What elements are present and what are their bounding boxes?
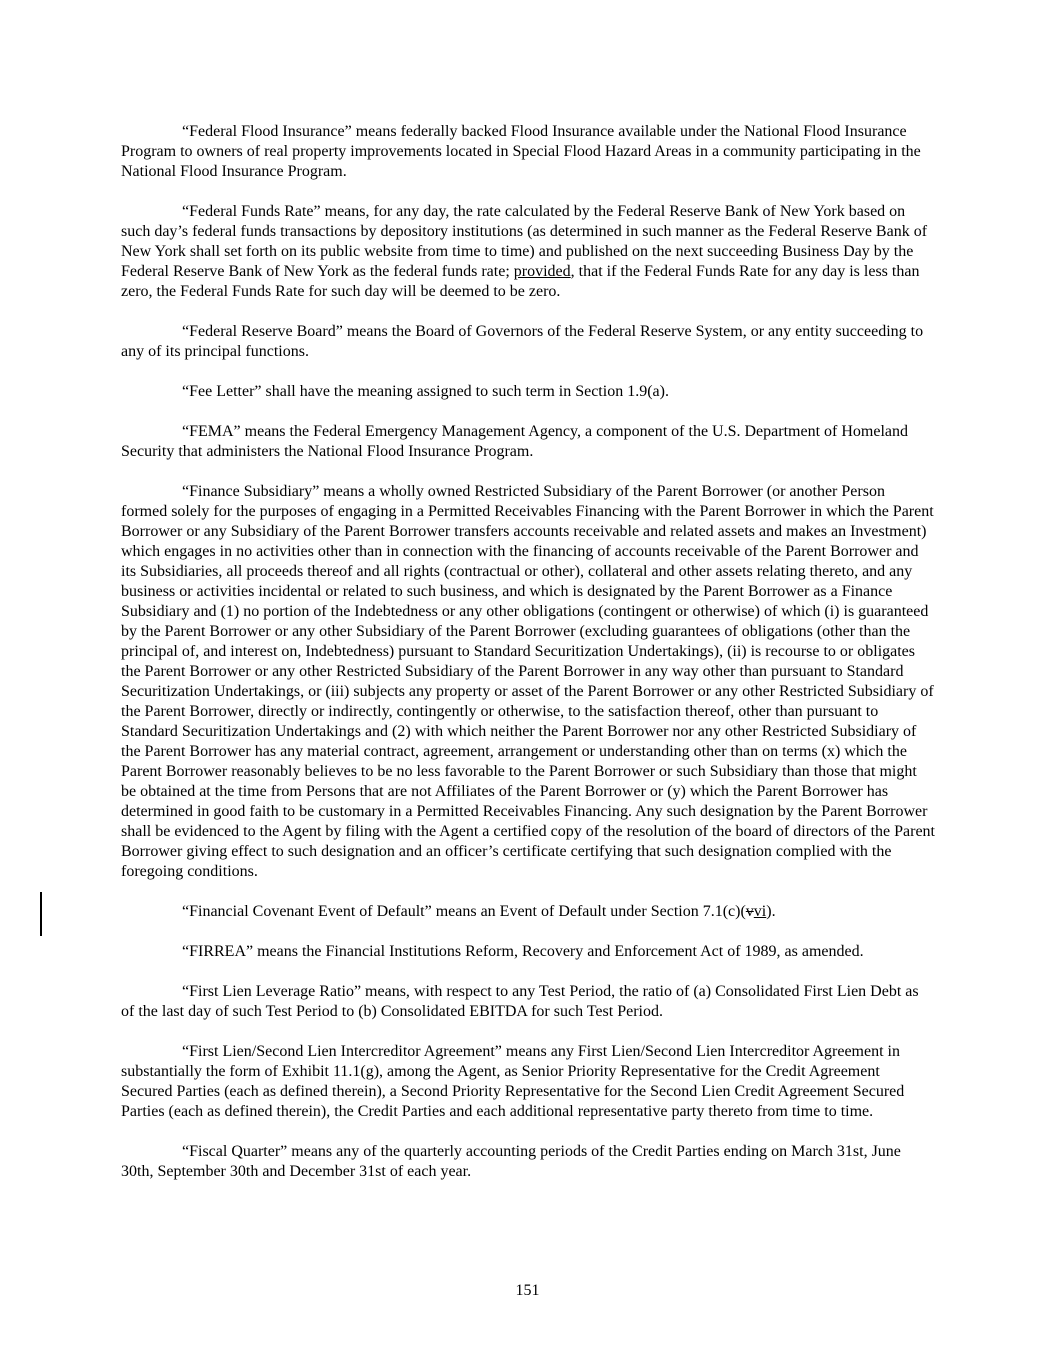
body-text: “First Lien Leverage Ratio” means, with respect to any Test Period, the ratio of (a) Consolidated First Lien Debt as of the last day of such Test Period to (b) Consolidated EBITDA for such Test Period. [121,983,919,1020]
body-text: “FIRREA” means the Financial Institutions Reform, Recovery and Enforcement Act of 1989, as amended. [182,943,864,960]
paragraph-firrea [121,942,935,962]
paragraph-federal-reserve-board [121,322,935,362]
body-text: “Fiscal Quarter” means any of the quarterly accounting periods of the Credit Parties ending on March 31st, June 30th, September 30th and December 31st of each year. [121,1143,901,1180]
body-text: “Federal Funds Rate” means, for any day, the rate calculated by the Federal Reserve Bank of New York based on such day’s federal funds transactions by depository institutions (as determined in such manner as the Federal Reserve Bank of New York shall set forth on its public website from time to time) and published on the next succeeding Business Day by the Federal Reserve Bank of New York as the federal funds rate; [121,203,928,280]
body-text: ). [766,903,776,920]
body-text: “First Lien/Second Lien Intercreditor Agreement” means any First Lien/Second Lien Intercreditor Agreement in substantially the form of Exhibit 11.1(g), among the Agent, as Senior Priority Representative for the Credit Agreement Secured Parties (each as defined therein), a Second Priority Representative for the Second Lien Credit Agreement Secured Parties (each as defined therein), the Credit Parties and each additional representative party thereto from time to time. [121,1043,905,1120]
paragraph-federal-flood-insurance [121,122,935,182]
body-text: “Federal Flood Insurance” means federally backed Flood Insurance available under the National Flood Insurance Program to owners of real property improvements located in Special Flood Hazard Areas in a community participating in the National Flood Insurance Program. [121,123,921,180]
body-text: “Financial Covenant Event of Default” means an Event of Default under Section 7.1(c)( [182,903,746,920]
paragraph-fee-letter [121,382,935,402]
inserted-or-emphasized-text: vi [753,903,767,920]
paragraph-finance-subsidiary [121,482,935,882]
body-text: “Finance Subsidiary” means a wholly owned Restricted Subsidiary of the Parent Borrower (or another Person formed solely for the purposes of engaging in a Permitted Receivables Financing with the Parent Borrower in which the Parent Borrower or any Subsidiary of the Parent Borrower transfers accounts receivable and related assets and makes an Investment) which engages in no activities other than in connection with the financing of accounts receivable of the Parent Borrower and its Subsidiaries, all proceeds thereof and all rights (contractual or other), collateral and other assets relating thereto, and any business or activities incidental or related to such business, and which is designated by the Parent Borrower as a Finance Subsidiary and (1) no portion of the Indebtedness or any other obligations (contingent or otherwise) of which (i) is guaranteed by the Parent Borrower or any other Subsidiary of the Parent Borrower (excluding guarantees of obligations (other than the principal of, and interest on, Indebtedness) pursuant to Standard Securitization Undertakings), (ii) is recourse to or obligates the Parent Borrower or any other Restricted Subsidiary of the Parent Borrower in any way other than pursuant to Standard Securitization Undertakings, or (iii) subjects any property or asset of the Parent Borrower or any other Restricted Subsidiary of the Parent Borrower, directly or indirectly, contingently or otherwise, to the satisfaction thereof, other than pursuant to Standard Securitization Undertakings and (2) with which neither the Parent Borrower nor any other Restricted Subsidiary of the Parent Borrower has any material contract, agreement, arrangement or understanding other than on terms (x) which the Parent Borrower reasonably believes to be no less favorable to the Parent Borrower or such Subsidiary than those that might be obtained at the time from Persons that are not Affiliates of the Parent Borrower or (y) which the Parent Borrower has determined in good faith to be customary in a Permitted Receivables Financing. Any such designation by the Parent Borrower shall be evidenced to the Agent by filing with the Agent a certified copy of the resolution of the board of directors of the Parent Borrower giving effect to such designation and an officer’s certificate certifying that such designation complied with the foregoing conditions. [121,483,935,880]
inserted-or-emphasized-text: provided [513,263,571,280]
body-text: , that if the Federal Funds Rate for any day is less than zero, the Federal Funds Rate for such day will be deemed to be zero. [121,263,920,300]
paragraph-federal-funds-rate [121,202,935,302]
body-text: “FEMA” means the Federal Emergency Management Agency, a component of the U.S. Department of Homeland Security that administers the National Flood Insurance Program. [121,423,908,460]
paragraph-first-lien-second-lien-intercreditor-agreement [121,1042,935,1122]
body-text: “Federal Reserve Board” means the Board of Governors of the Federal Reserve System, or any entity succeeding to any of its principal functions. [121,323,924,360]
deleted-text: v [745,903,754,920]
paragraph-fema [121,422,935,462]
body-text: “Fee Letter” shall have the meaning assigned to such term in Section 1.9(a). [182,383,669,400]
paragraph-fiscal-quarter [121,1142,935,1182]
paragraph-first-lien-leverage-ratio [121,982,935,1022]
paragraph-financial-covenant-event-of-default [121,902,935,922]
page-number: 151 [515,1282,540,1299]
